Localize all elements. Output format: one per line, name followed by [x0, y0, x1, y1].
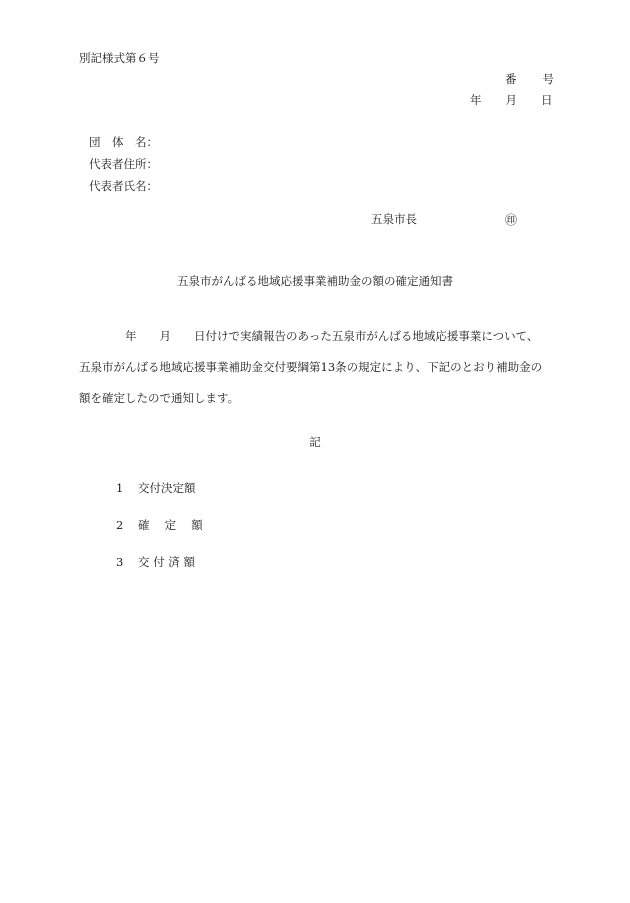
item-label: 交 付 済 額	[138, 555, 195, 569]
list-item	[116, 554, 203, 591]
item-number: 3	[116, 555, 124, 569]
item-label: 確 定 額	[138, 518, 203, 532]
item-number: 1	[116, 481, 124, 495]
document-date	[470, 92, 553, 108]
group-name-label: 団 体 名：	[89, 135, 158, 149]
document-title: 五泉市がんばる地域応援事業補助金の額の確定通知書	[177, 274, 453, 288]
list-item	[116, 480, 203, 517]
date-day-label: 日	[541, 93, 553, 107]
list-item	[116, 517, 203, 554]
rep-name-label: 代表者氏名：	[89, 179, 158, 193]
item-number: 2	[116, 518, 124, 532]
number-label-go: 号	[542, 72, 554, 86]
document-number	[505, 71, 554, 87]
rep-address-label: 代表者住所：	[89, 157, 158, 171]
body-line-1: 年 月 日付けで実績報告のあった五泉市がんばる地域応援事業について、	[79, 329, 539, 343]
body-text	[79, 321, 559, 414]
applicant-block	[89, 131, 158, 197]
form-id: 別記様式第６号	[79, 51, 160, 65]
issuer-name: 五泉市長	[371, 212, 417, 226]
body-line-2: 五泉市がんばる地域応援事業補助金交付要綱第13条の規定により、下記のとおり補助金の	[79, 360, 543, 374]
body-line-3: 額を確定したので通知します。	[79, 391, 240, 405]
number-label-ban: 番	[505, 72, 517, 86]
item-label: 交付決定額	[138, 481, 196, 495]
seal-mark: ㊞	[505, 213, 518, 227]
date-year-label: 年	[470, 93, 482, 107]
date-month-label: 月	[505, 93, 517, 107]
ki-heading: 記	[309, 435, 321, 449]
items-list	[116, 480, 203, 591]
